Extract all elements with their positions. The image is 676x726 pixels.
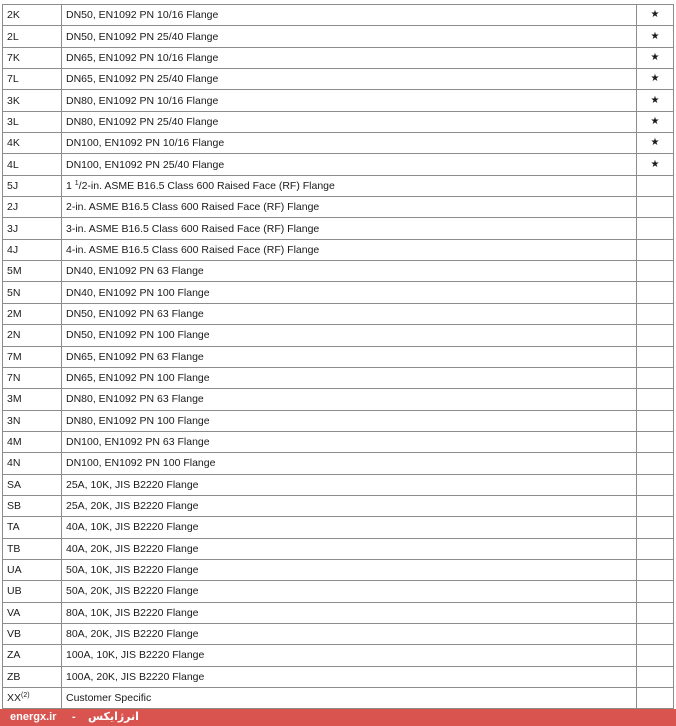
option-description: DN50, EN1092 PN 100 Flange <box>62 325 637 346</box>
option-code: 4N <box>3 453 62 474</box>
option-description: 40A, 10K, JIS B2220 Flange <box>62 517 637 538</box>
option-code: 5M <box>3 261 62 282</box>
table-row <box>3 261 674 282</box>
option-code: 5N <box>3 282 62 303</box>
table-row <box>3 26 674 47</box>
option-code: 5J <box>3 175 62 196</box>
option-description: DN40, EN1092 PN 100 Flange <box>62 282 637 303</box>
table-row <box>3 175 674 196</box>
option-code: ZB <box>3 666 62 687</box>
standard-star-icon: ★ <box>637 90 674 111</box>
table-row <box>3 453 674 474</box>
standard-star-icon <box>637 453 674 474</box>
table-row <box>3 581 674 602</box>
standard-star-icon <box>637 559 674 580</box>
option-code: TA <box>3 517 62 538</box>
option-code: 3K <box>3 90 62 111</box>
standard-star-icon <box>637 431 674 452</box>
table-row <box>3 239 674 260</box>
standard-star-icon <box>637 688 674 709</box>
standard-star-icon <box>637 602 674 623</box>
table-row <box>3 303 674 324</box>
table-row <box>3 538 674 559</box>
table-row <box>3 410 674 431</box>
option-code: UA <box>3 559 62 580</box>
option-description: DN100, EN1092 PN 100 Flange <box>62 453 637 474</box>
option-code: SA <box>3 474 62 495</box>
option-code: TB <box>3 538 62 559</box>
option-code: VA <box>3 602 62 623</box>
standard-star-icon: ★ <box>637 26 674 47</box>
option-code: 4L <box>3 154 62 175</box>
option-code: UB <box>3 581 62 602</box>
option-description: 80A, 10K, JIS B2220 Flange <box>62 602 637 623</box>
option-description: 50A, 10K, JIS B2220 Flange <box>62 559 637 580</box>
standard-star-icon <box>637 197 674 218</box>
option-code: 2K <box>3 5 62 26</box>
standard-star-icon <box>637 495 674 516</box>
option-code: 2J <box>3 197 62 218</box>
standard-star-icon <box>637 303 674 324</box>
option-description: 2-in. ASME B16.5 Class 600 Raised Face (RF) Flange <box>62 197 637 218</box>
standard-star-icon: ★ <box>637 133 674 154</box>
table-row <box>3 47 674 68</box>
standard-star-icon <box>637 325 674 346</box>
table-row <box>3 517 674 538</box>
option-code: 2M <box>3 303 62 324</box>
standard-star-icon <box>637 538 674 559</box>
option-description: DN80, EN1092 PN 63 Flange <box>62 389 637 410</box>
footnote-marker: (2) <box>21 692 30 700</box>
option-code: 7M <box>3 346 62 367</box>
table-row <box>3 602 674 623</box>
option-description: DN80, EN1092 PN 10/16 Flange <box>62 90 637 111</box>
footer-persian-name: انرژایکس <box>88 711 139 723</box>
table-row <box>3 346 674 367</box>
table-row <box>3 666 674 687</box>
table-row <box>3 5 674 26</box>
option-description: DN100, EN1092 PN 10/16 Flange <box>62 133 637 154</box>
option-description: 3-in. ASME B16.5 Class 600 Raised Face (RF) Flange <box>62 218 637 239</box>
option-description: 50A, 20K, JIS B2220 Flange <box>62 581 637 602</box>
option-description: 80A, 20K, JIS B2220 Flange <box>62 623 637 644</box>
option-code: ZA <box>3 645 62 666</box>
option-code: 3N <box>3 410 62 431</box>
standard-star-icon <box>637 218 674 239</box>
table-row <box>3 154 674 175</box>
table-row <box>3 218 674 239</box>
option-code: 3J <box>3 218 62 239</box>
table-row <box>3 474 674 495</box>
standard-star-icon: ★ <box>637 111 674 132</box>
table-row <box>3 389 674 410</box>
option-description: DN50, EN1092 PN 25/40 Flange <box>62 26 637 47</box>
table-row <box>3 111 674 132</box>
option-code: VB <box>3 623 62 644</box>
standard-star-icon <box>637 389 674 410</box>
option-code: 3L <box>3 111 62 132</box>
standard-star-icon <box>637 367 674 388</box>
option-code: 4K <box>3 133 62 154</box>
standard-star-icon <box>637 517 674 538</box>
option-description: 25A, 10K, JIS B2220 Flange <box>62 474 637 495</box>
option-code: 7K <box>3 47 62 68</box>
option-description: 25A, 20K, JIS B2220 Flange <box>62 495 637 516</box>
table-row <box>3 495 674 516</box>
table-row <box>3 645 674 666</box>
option-description: 40A, 20K, JIS B2220 Flange <box>62 538 637 559</box>
footer-separator: - <box>72 711 76 723</box>
standard-star-icon: ★ <box>637 154 674 175</box>
footer-banner <box>0 709 676 726</box>
table-row <box>3 688 674 709</box>
option-description: DN50, EN1092 PN 10/16 Flange <box>62 5 637 26</box>
table-body <box>3 5 674 709</box>
option-description: 1 $^1$/2-in. ASME B16.5 Class 600 Raised Face (RF) Flange <box>62 175 637 196</box>
table-row <box>3 282 674 303</box>
option-description: DN50, EN1092 PN 63 Flange <box>62 303 637 324</box>
option-code: 7L <box>3 69 62 90</box>
standard-star-icon <box>637 175 674 196</box>
standard-star-icon <box>637 239 674 260</box>
option-code: SB <box>3 495 62 516</box>
footer-site[interactable]: energx.ir <box>10 711 57 723</box>
table-row <box>3 69 674 90</box>
option-code: XX$^{(2)}$ <box>3 688 62 709</box>
option-code: 4M <box>3 431 62 452</box>
option-description: DN100, EN1092 PN 25/40 Flange <box>62 154 637 175</box>
standard-star-icon <box>637 623 674 644</box>
standard-star-icon: ★ <box>637 5 674 26</box>
table-row <box>3 559 674 580</box>
option-description: DN80, EN1092 PN 25/40 Flange <box>62 111 637 132</box>
table-row <box>3 431 674 452</box>
option-description: DN65, EN1092 PN 100 Flange <box>62 367 637 388</box>
option-description: Customer Specific <box>62 688 637 709</box>
table-row <box>3 90 674 111</box>
table-row <box>3 197 674 218</box>
option-description: DN65, EN1092 PN 25/40 Flange <box>62 69 637 90</box>
option-description: DN100, EN1092 PN 63 Flange <box>62 431 637 452</box>
standard-star-icon: ★ <box>637 69 674 90</box>
option-code: 4J <box>3 239 62 260</box>
standard-star-icon <box>637 581 674 602</box>
option-code: 2N <box>3 325 62 346</box>
option-description: 100A, 10K, JIS B2220 Flange <box>62 645 637 666</box>
standard-star-icon: ★ <box>637 47 674 68</box>
standard-star-icon <box>637 346 674 367</box>
table-row <box>3 133 674 154</box>
option-description: DN65, EN1092 PN 63 Flange <box>62 346 637 367</box>
option-code: 7N <box>3 367 62 388</box>
option-description: DN40, EN1092 PN 63 Flange <box>62 261 637 282</box>
option-code: 2L <box>3 26 62 47</box>
standard-star-icon <box>637 410 674 431</box>
table-row <box>3 325 674 346</box>
standard-star-icon <box>637 666 674 687</box>
table-row <box>3 623 674 644</box>
standard-star-icon <box>637 282 674 303</box>
option-description: 4-in. ASME B16.5 Class 600 Raised Face (RF) Flange <box>62 239 637 260</box>
table-row <box>3 367 674 388</box>
flange-options-table <box>2 4 674 709</box>
option-description: DN65, EN1092 PN 10/16 Flange <box>62 47 637 68</box>
standard-star-icon <box>637 474 674 495</box>
option-description: DN80, EN1092 PN 100 Flange <box>62 410 637 431</box>
standard-star-icon <box>637 645 674 666</box>
standard-star-icon <box>637 261 674 282</box>
option-code: 3M <box>3 389 62 410</box>
option-description: 100A, 20K, JIS B2220 Flange <box>62 666 637 687</box>
